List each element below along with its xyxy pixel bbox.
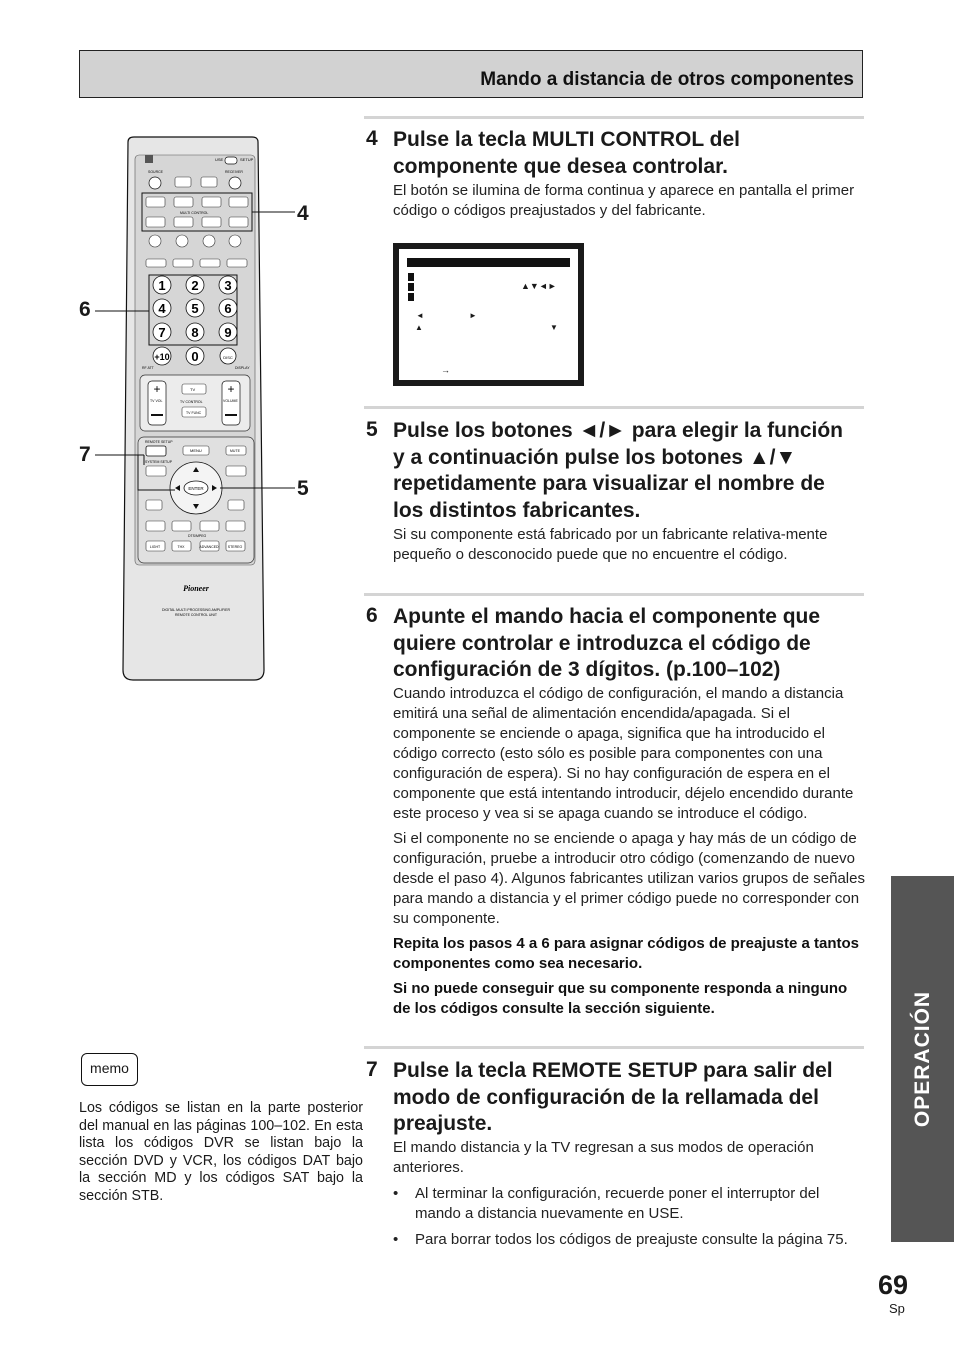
svg-text:+10: +10 [154,352,170,362]
step-6-heading: Apunte el mando hacia el componente que quiere controlar e introduzca el código de configuración de 3 dígitos. (p.100–102) [393,605,821,681]
page-language: Sp [889,1301,905,1316]
osd-up-icon: ▲ [415,323,423,332]
svg-text:VOLUME: VOLUME [223,399,238,403]
svg-text:0: 0 [191,349,199,364]
bullet-item: • Para borrar todos los códigos de preajuste consulte la página 75. [393,1230,865,1250]
svg-text:DISPLAY: DISPLAY [235,366,250,370]
step-6-content [393,684,865,1019]
svg-text:TV FUNC: TV FUNC [186,411,202,415]
setup-label: SETUP [240,157,254,162]
section-title: Mando a distancia de otros componentes [480,69,854,90]
osd-right-icon: ► [469,311,477,320]
svg-text:8: 8 [191,325,199,340]
step-6-body-2: Si el componente no se enciende o apaga y hay más de un código de configuración, pruebe a introducir otro código (comenzando de nuevo desde el paso 4). Algunos fabricantes utilizan varios grupos de señales para mando a distancia y el primer código puede no corresponder con su componente. [393,830,865,927]
pioneer-logo: Pioneer [183,584,209,593]
svg-text:+: + [153,382,161,396]
callout-5: 5 [297,477,309,500]
divider [364,116,864,119]
svg-text:LIGHT: LIGHT [149,545,161,549]
divider [364,406,864,409]
svg-text:1: 1 [158,278,166,293]
step-7-bullets [393,1184,865,1250]
osd-arrow-icon: → [441,365,450,375]
svg-text:2: 2 [191,278,199,293]
callout-4: 4 [297,202,309,225]
osd-left-icon: ◄ [416,311,424,320]
svg-text:DTS/MPEG: DTS/MPEG [188,534,207,538]
section-header [79,50,863,98]
svg-text:MENU: MENU [190,448,202,453]
svg-text:DISC: DISC [223,355,233,360]
divider [364,1046,864,1049]
step-7-number: 7 [366,1058,378,1081]
svg-text:REMOTE CONTROL UNIT: REMOTE CONTROL UNIT [174,613,218,617]
svg-text:3: 3 [224,278,232,293]
step-5-heading: Pulse los botones ◄/► para elegir la función y a continuación pulse los botones ▲/▼ repetidamente para visualizar el nombre de los distintos fabricantes. [393,419,843,522]
step-6-number: 6 [366,604,378,627]
svg-text:9: 9 [224,325,232,340]
memo-text: Los códigos se listan en la parte posterior del manual en las páginas 100–102. En esta lista los códigos DVR se listan bajo la sección DVD y VCR, los códigos DAT bajo la sección MD y los códigos SAT bajo la sección STB. [79,1100,363,1204]
svg-text:TV: TV [190,387,196,392]
svg-text:4: 4 [158,301,166,316]
svg-text:RF ATT: RF ATT [142,366,154,370]
svg-text:ENTER: ENTER [188,486,204,491]
svg-text:RECEIVER: RECEIVER [225,170,243,174]
remote-control-illustration [80,125,370,705]
svg-text:DIGITAL MULTI PROCESSING AMPLI: DIGITAL MULTI PROCESSING AMPLIFIER [161,608,231,612]
svg-text:TV VOL: TV VOL [150,399,163,403]
step-5-number: 5 [366,418,378,441]
step-4-body: El botón se ilumina de forma continua y aparece en pantalla el primer código o códigos preajustados y del fabricante. [393,182,855,219]
svg-text:REMOTE SETUP: REMOTE SETUP [145,440,173,444]
step-7-body: El mando distancia y la TV regresan a sus modos de operación anteriores. [393,1139,814,1176]
svg-text:MULTI CONTROL: MULTI CONTROL [180,211,209,215]
memo-icon: memo [81,1053,138,1086]
side-tab-label: OPERACIÓN [910,990,934,1128]
bullet-item: • Al terminar la configuración, recuerde poner el interruptor del mando a distancia nuevamente en USE. [393,1184,865,1224]
svg-text:6: 6 [224,301,232,316]
svg-text:THX: THX [177,545,185,549]
svg-text:SOURCE: SOURCE [148,170,163,174]
divider [364,593,864,596]
callout-7: 7 [79,443,91,466]
osd-arrows: ▲▼◄► [521,281,557,291]
step-7-content [393,1138,865,1256]
callout-6: 6 [79,298,91,321]
page-number: 69 [878,1270,909,1300]
step-4-heading: Pulse la tecla MULTI CONTROL del componente que desea controlar. [393,128,740,178]
svg-text:STEREO: STEREO [227,545,243,549]
svg-text:+: + [227,382,235,396]
svg-text:7: 7 [158,325,166,340]
svg-text:MUTE: MUTE [230,449,240,453]
use-label: USE [215,157,224,162]
osd-screen [393,243,584,386]
step-7-heading: Pulse la tecla REMOTE SETUP para salir del modo de configuración de la rellamada del preajuste. [393,1059,833,1135]
step-4-number: 4 [366,127,378,150]
section-side-tab [891,876,954,1242]
step-6-note-1: Repita los pasos 4 a 6 para asignar códigos de preajuste a tantos componentes como sea necesario. [393,935,859,972]
svg-text:ADVANCED: ADVANCED [199,545,219,549]
step-6-note-2: Si no puede conseguir que su componente responda a ninguno de los códigos consulte la sección siguiente. [393,980,848,1017]
step-5-body: Si su componente está fabricado por un fabricante relativa-mente pequeño o desconocido puede que no encuentre el código. [393,526,828,563]
svg-text:SYSTEM SETUP: SYSTEM SETUP [145,460,173,464]
svg-text:5: 5 [191,301,199,316]
svg-text:TV CONTROL: TV CONTROL [180,400,203,404]
step-6-body: Cuando introduzca el código de configuración, el mando a distancia emitirá una señal de alimentación encendida/apagada. Si el componente se enciende o apaga, significa que ha introducido el código correcto (esto sólo es posible para componentes con una configuración de espera). Si no hay configuración de espera en el componente que está intentando introducir, déjelo encendido durante este proceso y vea si se apaga cuando se introduce el código. [393,685,854,822]
osd-down-icon: ▼ [550,323,558,332]
